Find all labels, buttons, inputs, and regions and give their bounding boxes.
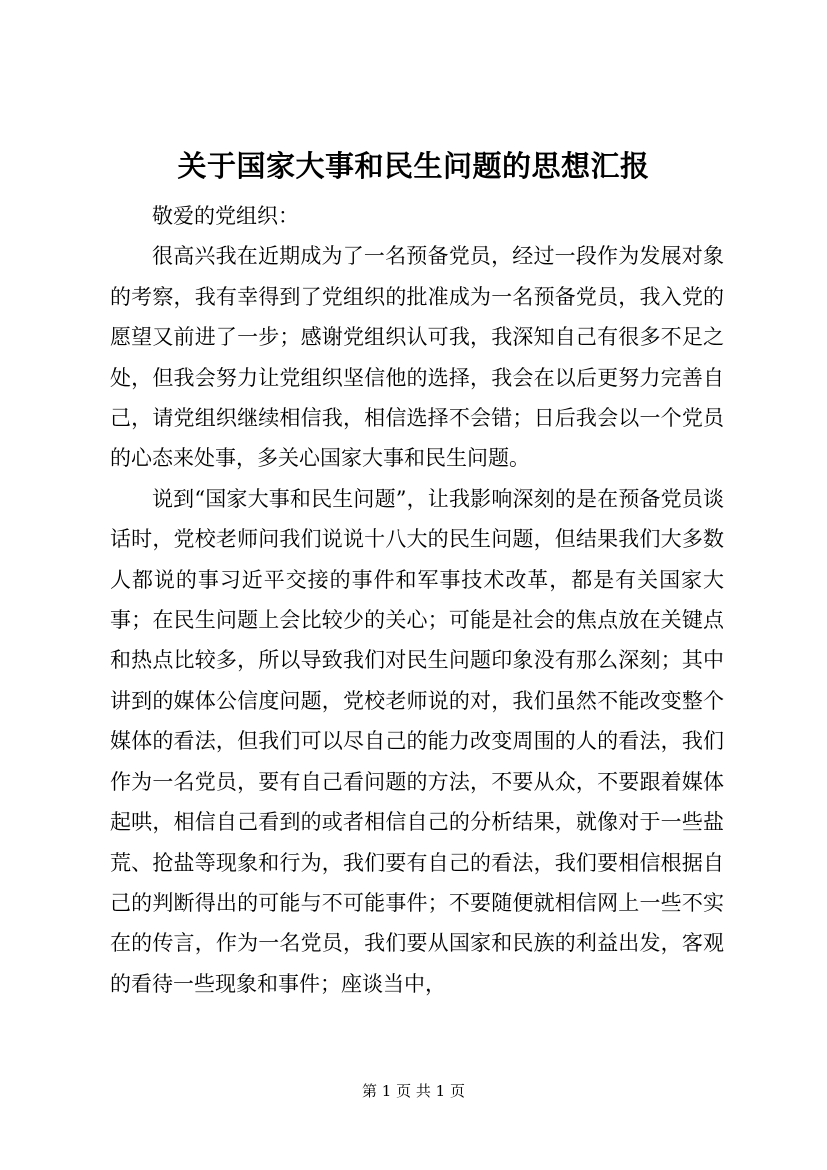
paragraph-2: 说到“国家大事和民生问题”，让我影响深刻的是在预备党员谈话时，党校老师问我们说说十八大的民生问题，但结果我们大多数人都说的事习近平交接的事件和军事技术改革，都是有关国家大事；在民生问题上会比较少的关心；可能是社会的焦点放在关键点和热点比较多，所以导致我们对民生问题印象没有那么深刻；其中讲到的媒体公信度问题，党校老师说的对，我们虽然不能改变整个媒体的看法，但我们可以尽自己的能力改变周围的人的看法，我们作为一名党员，要有自己看问题的方法，不要从众，不要跟着媒体起哄，相信自己看到的或者相信自己的分析结果，就像对于一些盐荒、抢盐等现象和行为，我们要有自己的看法，我们要相信根据自己的判断得出的可能与不可能事件；不要随便就相信网上一些不实在的传言，作为一名党员，我们要从国家和民族的利益出发，客观的看待一些现象和事件；座谈当中， xyxy=(110,486,724,996)
page-footer: 第 1 页 共 1 页 xyxy=(362,1082,465,1100)
salutation: 敬爱的党组织： xyxy=(152,204,299,228)
document-title: 关于国家大事和民生问题的思想汇报 xyxy=(177,149,650,183)
document-body xyxy=(110,196,724,1004)
paragraph-1: 很高兴我在近期成为了一名预备党员，经过一段作为发展对象的考察，我有幸得到了党组织的批准成为一名预备党员，我入党的愿望又前进了一步；感谢党组织认可我，我深知自己有很多不足之处，但我会努力让党组织坚信他的选择，我会在以后更努力完善自己，请党组织继续相信我，相信选择不会错；日后我会以一个党员的心态来处事，多关心国家大事和民生问题。 xyxy=(110,244,724,471)
